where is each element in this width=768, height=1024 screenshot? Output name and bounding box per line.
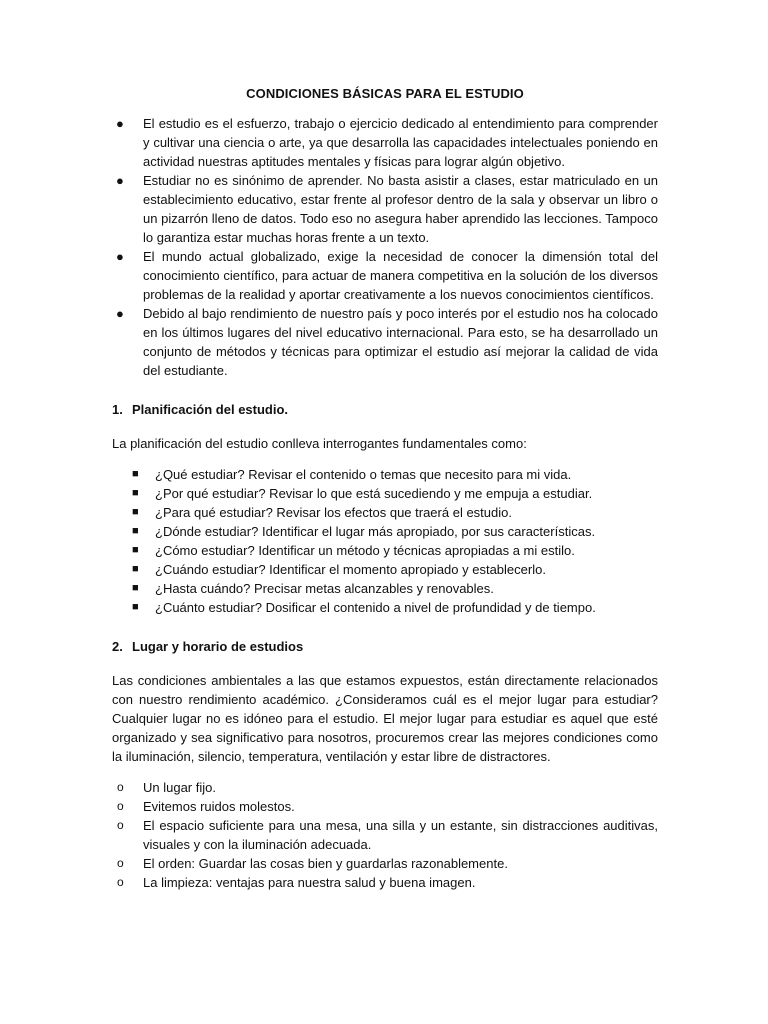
list-item-text: ¿Cuándo estudiar? Identificar el momento apropiado y establecerlo.	[155, 562, 546, 577]
section-number: 1.	[112, 402, 123, 417]
list-item-text: ¿Dónde estudiar? Identificar el lugar más apropiado, por sus características.	[155, 524, 596, 539]
list-item-text: ¿Cuánto estudiar? Dosificar el contenido a nivel de profundidad y de tiempo.	[155, 600, 596, 615]
circle-bullet-icon: o	[117, 780, 124, 794]
square-bullet-icon: ■	[132, 506, 139, 518]
list-item-text: ¿Cómo estudiar? Identificar un método y técnicas apropiadas a mi estilo.	[155, 543, 575, 558]
list-item-text: Debido al bajo rendimiento de nuestro país y poco interés por el estudio nos ha colocado en los últimos lugares del nivel educativo internacional. Para esto, se ha desarrollado un conjunto de métodos y técnicas para optimizar el estudio así mejorar la calidad de vida del estudiante.	[143, 306, 658, 378]
square-bullet-icon: ■	[132, 544, 139, 556]
circle-bullet-icon: o	[117, 856, 124, 870]
circle-bullet-icon: o	[117, 875, 124, 889]
section-heading-text: Planificación del estudio.	[132, 402, 289, 417]
list-item-text: Evitemos ruidos molestos.	[143, 799, 295, 814]
list-item	[112, 484, 658, 503]
section-paragraph: Las condiciones ambientales a las que estamos expuestos, están directamente relacionados con nuestro rendimiento académico. ¿Consideramos cuál es el mejor lugar para estudiar? Cualquier lugar no es idóneo para el estudio. El mejor lugar para estudiar es aquel que esté organizado y sea significativo para nosotros, procuremos crear las mejores condiciones como la iluminación, silencio, temperatura, ventilación y estar libre de distractores.	[112, 673, 658, 764]
square-bullet-icon: ■	[132, 582, 139, 594]
list-item-text: ¿Qué estudiar? Revisar el contenido o temas que necesito para mi vida.	[155, 467, 572, 482]
list-item	[112, 522, 658, 541]
bullet-icon: ●	[116, 249, 124, 264]
list-item	[112, 816, 658, 854]
square-bullet-icon: ■	[132, 563, 139, 575]
list-item-text: El espacio suficiente para una mesa, una silla y un estante, sin distracciones auditivas, visuales y con la iluminación adecuada.	[143, 818, 658, 852]
list-item-text: Un lugar fijo.	[143, 780, 216, 795]
list-item	[112, 247, 658, 304]
list-item-text: La limpieza: ventajas para nuestra salud y buena imagen.	[143, 875, 476, 890]
list-item	[112, 541, 658, 560]
list-item	[112, 560, 658, 579]
bullet-icon: ●	[116, 306, 124, 321]
list-item-text: El mundo actual globalizado, exige la necesidad de conocer la dimensión total del conocimiento científico, para actuar de manera competitiva en la solución de los diversos problemas de la realidad y aportar creativamente a los nuevos conocimientos científicos.	[143, 249, 658, 302]
conditions-list	[112, 778, 658, 892]
list-item	[112, 797, 658, 816]
circle-bullet-icon: o	[117, 799, 124, 813]
list-item	[112, 503, 658, 522]
list-item-text: El estudio es el esfuerzo, trabajo o ejercicio dedicado al entendimiento para comprender y cultivar una ciencia o arte, ya que desarrolla las capacidades intelectuales poniendo en actividad nuestras aptitudes mentales y físicas para lograr algún objetivo.	[143, 116, 658, 169]
document-title: CONDICIONES BÁSICAS PARA EL ESTUDIO	[246, 86, 524, 101]
section-number: 2.	[112, 639, 123, 654]
section-heading-planificacion	[112, 400, 658, 419]
list-item	[112, 778, 658, 797]
square-bullet-icon: ■	[132, 468, 139, 480]
bullet-icon: ●	[116, 173, 124, 188]
list-item-text: ¿Para qué estudiar? Revisar los efectos que traerá el estudio.	[155, 505, 512, 520]
list-item-text: Estudiar no es sinónimo de aprender. No basta asistir a clases, estar matriculado en un establecimiento educativo, estar frente al profesor dentro de la sala y observar un libro o un pizarrón lleno de datos. Todo eso no asegura haber aprendido las lecciones. Tampoco lo garantiza estar muchas horas frente a un texto.	[143, 173, 658, 245]
square-bullet-icon: ■	[132, 525, 139, 537]
list-item	[112, 873, 658, 892]
list-item-text: ¿Por qué estudiar? Revisar lo que está sucediendo y me empuja a estudiar.	[155, 486, 593, 501]
square-bullet-icon: ■	[132, 601, 139, 613]
list-item	[112, 465, 658, 484]
list-item	[112, 114, 658, 171]
question-list	[112, 465, 658, 617]
section-heading-text: Lugar y horario de estudios	[132, 639, 304, 654]
bullet-icon: ●	[116, 116, 124, 131]
list-item	[112, 171, 658, 247]
list-item-text: El orden: Guardar las cosas bien y guardarlas razonablemente.	[143, 856, 508, 871]
circle-bullet-icon: o	[117, 818, 124, 832]
list-item-text: ¿Hasta cuándo? Precisar metas alcanzables y renovables.	[155, 581, 494, 596]
list-item	[112, 304, 658, 380]
list-item	[112, 598, 658, 617]
list-item	[112, 854, 658, 873]
section-heading-lugar	[112, 637, 658, 656]
list-item	[112, 579, 658, 598]
square-bullet-icon: ■	[132, 487, 139, 499]
section-paragraph: La planificación del estudio conlleva interrogantes fundamentales como:	[112, 436, 527, 451]
intro-bullet-list	[112, 114, 658, 380]
document-page	[112, 84, 658, 892]
